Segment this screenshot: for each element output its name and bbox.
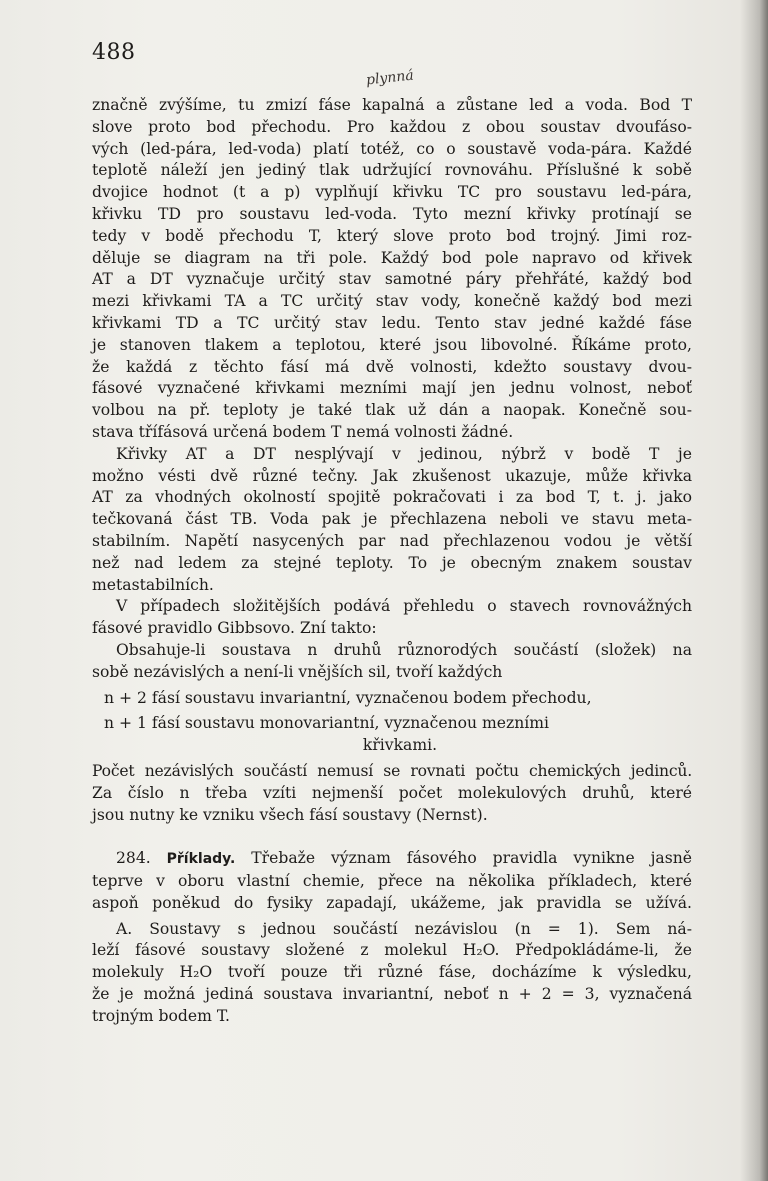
- text-line: sobě nezávislých a není-li vnějších sil, tvoří každých: [92, 662, 503, 681]
- text-line: značně zvýšíme, tu zmizí fáse kapalná a zůstane led a voda. Bod T: [92, 96, 692, 114]
- text-line: možno vésti dvě různé tečny. Jak zkušenost ukazuje, může křivka: [92, 466, 692, 485]
- text-line: Křivky AT a DT nesplývají v jedinou, nýbrž v bodě T je: [116, 444, 692, 463]
- text-line: teprve v oboru vlastní chemie, přece na několika příkladech, které: [92, 872, 692, 891]
- text-line: leží fásové soustavy složené z molekul H₂O. Předpokládáme-li, že: [92, 941, 692, 960]
- rule-monovariant: n + 1 fásí soustavu monovariantní, vyznačenou mezními: [104, 714, 550, 733]
- page-edge-shadow: [740, 0, 768, 1181]
- section-number: 284.: [116, 849, 151, 868]
- section-heading: Příklady.: [166, 851, 236, 868]
- text-line: mezi křivkami TA a TC určitý stav vody, konečně každý bod mezi: [92, 292, 692, 311]
- text-line: metastabilních.: [92, 575, 214, 594]
- text-line: tedy v bodě přechodu T, který slove proto bod trojný. Jimi roz-: [92, 226, 692, 245]
- text-line: molekuly H₂O tvoří pouze tři různé fáse, docházíme k výsledku,: [92, 963, 692, 982]
- text-line: V případech složitějších podává přehledu o stavech rovnovážných: [116, 597, 692, 616]
- text-line: je stanoven tlakem a teplotou, které jsou libovolné. Říkáme proto,: [92, 335, 692, 354]
- body-text: [92, 95, 692, 1028]
- text-line: fásové pravidlo Gibbsovo. Zní takto:: [92, 619, 377, 638]
- text-line: Počet nezávislých součástí nemusí se rovnati počtu chemických jedinců.: [92, 761, 692, 780]
- text-line: teplotě náleží jen jediný tlak udržující rovnováhu. Příslušné k sobě: [92, 161, 692, 180]
- text-line: než nad ledem za stejné teploty. To je obecným znakem soustav: [92, 553, 692, 572]
- page-number: 488: [92, 40, 136, 65]
- text-line: stabilním. Napětí nasycených par nad přechlazenou vodou je větší: [92, 531, 692, 550]
- section-284-first-line: [92, 848, 692, 871]
- text-line: že každá z těchto fásí má dvě volnosti, kdežto soustavy dvou-: [92, 357, 692, 376]
- text-line: jsou nutny ke vzniku všech fásí soustavy (Nernst).: [92, 805, 488, 824]
- text-line: Třebaže význam fásového pravidla vynikne jasně: [251, 849, 692, 868]
- text-line: aspoň poněkud do fysiky zapadají, ukážeme, jak pravidla se užívá.: [92, 893, 692, 912]
- text-line: vých (led-pára, led-voda) platí totéž, co o soustavě voda-pára. Každé: [92, 139, 692, 158]
- handwritten-annotation: plynná: [365, 67, 415, 89]
- text-line: Za číslo n třeba vzíti nejmenší počet molekulových druhů, které: [92, 783, 692, 802]
- text-line: A. Soustavy s jednou součástí nezávislou (n = 1). Sem ná-: [116, 919, 692, 938]
- text-line: tečkovaná část TB. Voda pak je přechlazena neboli ve stavu meta-: [92, 510, 692, 529]
- text-line: děluje se diagram na tři pole. Každý bod pole napravo od křivek: [92, 248, 692, 267]
- text-line: fásové vyznačené křivkami mezními mají jen jednu volnost, neboť: [92, 379, 692, 398]
- text-line: dvojice hodnot (t a p) vyplňují křivku TC pro soustavu led-pára,: [92, 183, 692, 202]
- text-line: stava třífásová určená bodem T nemá volnosti žádné.: [92, 422, 514, 441]
- text-line: křivku TD pro soustavu led-voda. Tyto mezní křivky protínají se: [92, 204, 692, 223]
- rule-invariant: n + 2 fásí soustavu invariantní, vyznačenou bodem přechodu,: [104, 688, 592, 707]
- text-line: křivkami TD a TC určitý stav ledu. Tento stav jedné každé fáse: [92, 313, 692, 332]
- text-line: volbou na př. teploty je také tlak už dán a naopak. Konečně sou-: [92, 401, 692, 420]
- text-line: AT za vhodných okolností spojitě pokračovati i za bod T, t. j. jako: [92, 488, 692, 507]
- text-line: křivkami.: [362, 736, 438, 755]
- text-line: trojným bodem T.: [92, 1006, 230, 1025]
- text-line: slove proto bod přechodu. Pro každou z obou soustav dvoufáso-: [92, 117, 692, 136]
- text-line: AT a DT vyznačuje určitý stav samotné páry přehřáté, každý bod: [92, 270, 692, 289]
- text-line: Obsahuje-li soustava n druhů různorodých součástí (složek) na: [116, 640, 692, 659]
- text-line: že je možná jediná soustava invariantní, neboť n + 2 = 3, vyznačená: [92, 985, 692, 1004]
